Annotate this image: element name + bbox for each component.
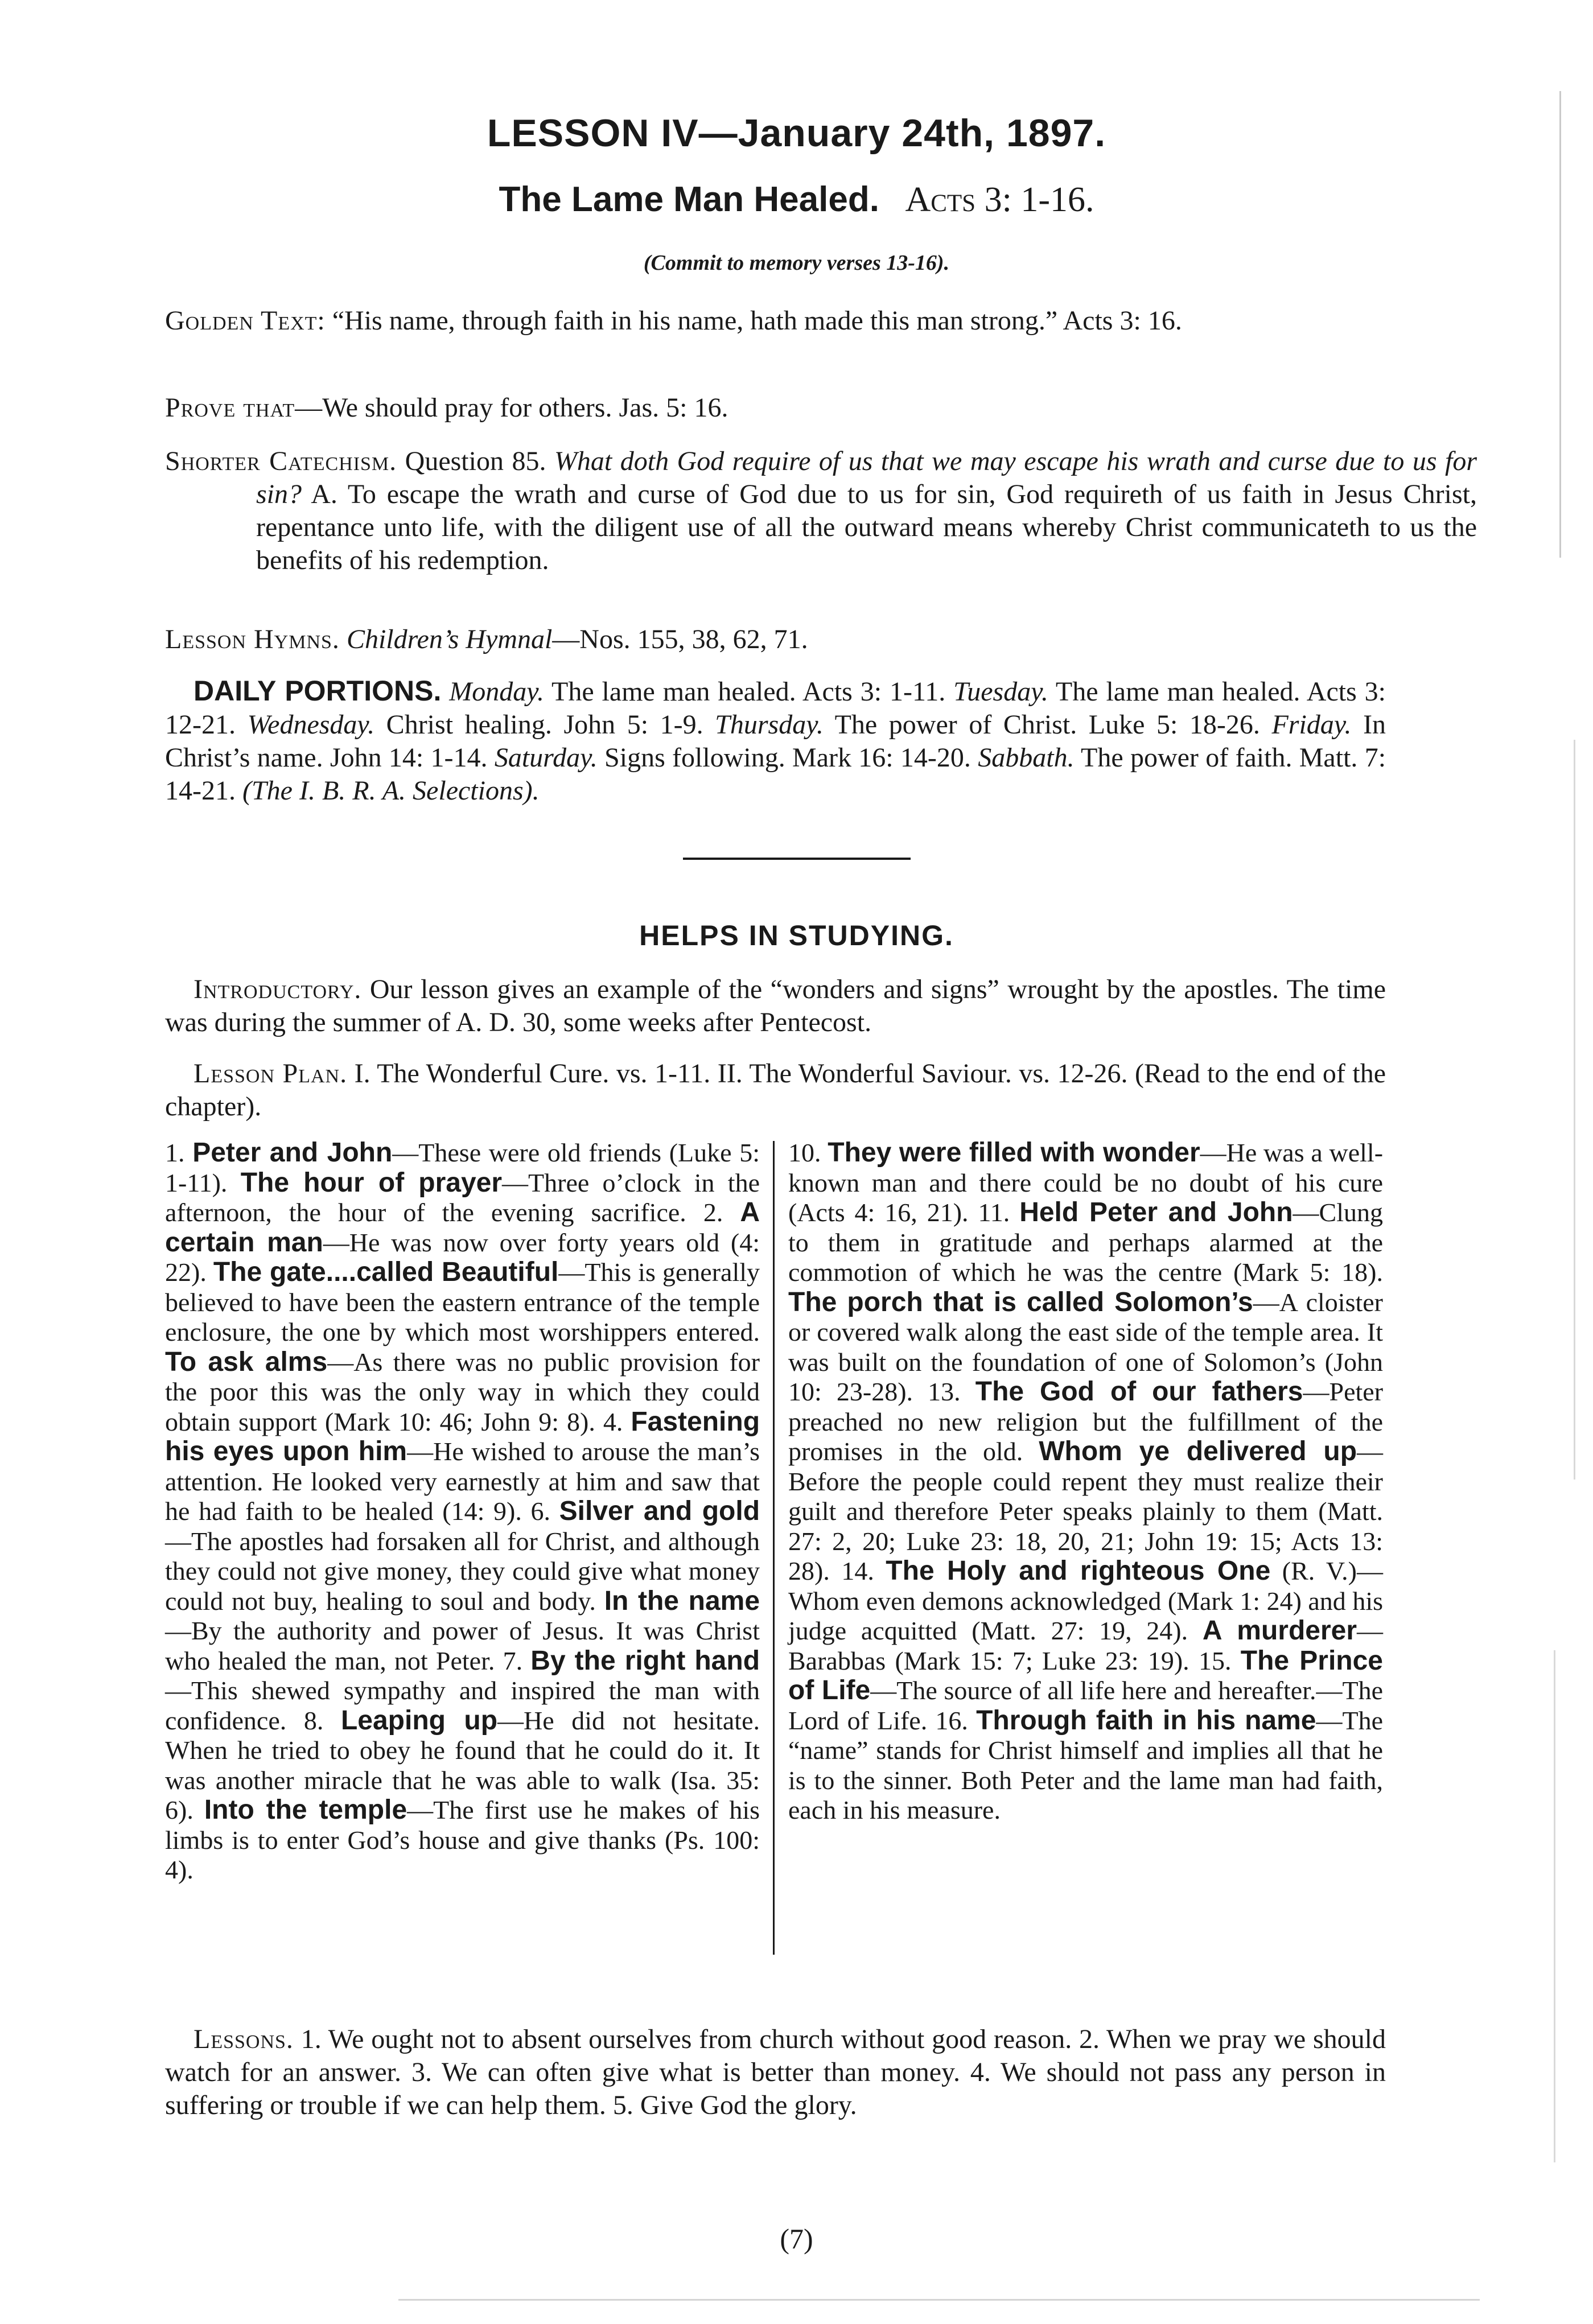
- catechism-answer-label: A.: [311, 479, 337, 509]
- note: 4. Fastening his eyes upon him—He wished to arouse the man’s attention. He looked very earnestly at him and saw that he had faith to be healed (14: 9).: [165, 1406, 760, 1526]
- prove-that-label: Prove that: [165, 393, 295, 423]
- catechism-question: What doth God require of us that we may escape his wrath and curse due to us for sin?: [256, 446, 1477, 509]
- daily-portions-note: (The I. B. R. A. Selections).: [242, 776, 540, 806]
- daily-portion-item: Saturday. Signs following. Mark 16: 14-20.: [494, 743, 971, 773]
- lesson-hymns: [165, 623, 1386, 656]
- page-number: (7): [780, 2223, 813, 2255]
- note: 15. The Prince of Life—The source of all life here and hereafter.—The Lord of Life.: [788, 1645, 1383, 1735]
- subtitle-reference: Acts 3: 1-16.: [905, 180, 1094, 219]
- note: The porch that is called Solomon’s—A cloister or covered walk along the east side of the temple area. It was built on the foundation of one of Solomon’s (John 10: 23-28).: [788, 1287, 1383, 1406]
- note-heading: Peter and John: [192, 1138, 393, 1168]
- lesson-subtitle: [0, 179, 1593, 220]
- note: In the name—By the authority and power of Jesus. It was Christ who healed the man, not Peter.: [165, 1585, 760, 1675]
- note: 16. Through faith in his name—The “name” stands for Christ himself and implies all that he is to the sinner. Both Peter and the lame man had faith, each in his measure.: [788, 1705, 1383, 1824]
- note: The hour of prayer—Three o’clock in the afternoon, the hour of the evening sacrifice.: [165, 1167, 760, 1227]
- note-heading: To ask alms: [165, 1346, 328, 1377]
- golden-text-body: “His name, through faith in his name, hath made this man strong.” Acts 3: 16.: [332, 306, 1182, 336]
- shorter-catechism: [165, 445, 1477, 577]
- note: 10. They were filled with wonder—He was a well-known man and there could be no doubt of his cure (Acts 4: 16, 21).: [788, 1138, 1384, 1227]
- introductory: [165, 973, 1386, 1039]
- notes-column-left: [165, 1138, 760, 1885]
- note-heading: The porch that is called Solomon’s: [788, 1287, 1253, 1317]
- lessons-body: 1. We ought not to absent ourselves from church without good reason. 2. When we pray we should watch for an answer. 3. We can often give what is better than money. 4. We should not pass any person in suffering or trouble if we can help them. 5. Give God the glory.: [165, 2024, 1386, 2120]
- note-heading: The gate....called Beautiful: [213, 1257, 559, 1287]
- daily-portion-item: Thursday. The power of Christ. Luke 5: 18-26.: [715, 710, 1260, 740]
- scan-edge-mark: [1559, 91, 1561, 558]
- column-divider: [773, 1141, 775, 1955]
- note-heading: Leaping up: [340, 1705, 498, 1736]
- daily-portions-label: DAILY PORTIONS.: [194, 675, 442, 707]
- note-heading: Into the temple: [204, 1795, 407, 1825]
- lesson-title: LESSON IV—January 24th, 1897.: [487, 112, 1106, 155]
- introductory-label: Introductory.: [194, 974, 362, 1004]
- note: Into the temple—The first use he makes of his limbs is to enter God’s house and give thanks (Ps. 100: 4).: [165, 1795, 760, 1884]
- prove-that-body: —We should pray for others. Jas. 5: 16.: [295, 393, 728, 423]
- helps-heading: HELPS IN STUDYING.: [639, 920, 954, 951]
- introductory-body: Our lesson gives an example of the “wonders and signs” wrought by the apostles. The time was during the summer of A. D. 30, some weeks after Pentecost.: [165, 974, 1386, 1037]
- note-heading: By the right hand: [530, 1645, 760, 1676]
- note-heading: Through faith in his name: [976, 1705, 1316, 1736]
- note-heading: A murderer: [1202, 1616, 1357, 1646]
- note: 2. A certain man—He was now over forty years old (4: 22).: [165, 1197, 760, 1287]
- lesson-hymns-label: Lesson Hymns.: [165, 624, 340, 654]
- note-heading: Silver and gold: [559, 1496, 760, 1526]
- note-heading: The Prince of Life: [788, 1645, 1383, 1705]
- golden-text-label: Golden Text:: [165, 306, 326, 336]
- lesson-plan-label: Lesson Plan.: [194, 1058, 348, 1089]
- lesson-plan: [165, 1057, 1386, 1123]
- note: 14. The Holy and righteous One (R. V.)—Whom even demons acknowledged (Mark 1: 24) and his judge acquitted (Matt. 27: 19, 24).: [788, 1556, 1383, 1645]
- prove-that: [165, 392, 1477, 425]
- note: 8. Leaping up—He did not hesitate. When he tried to obey he found that he could do it. It was another miracle that he was able to walk (Isa. 35: 6).: [165, 1705, 760, 1824]
- note: 13. The God of our fathers—Peter preached no new religion but the fulfillment of the promises in the old.: [788, 1377, 1384, 1466]
- daily-portion-item: Sabbath. The power of faith. Matt. 7: 14-21.: [165, 743, 1386, 806]
- lesson-hymns-source: Children’s Hymnal: [346, 624, 553, 654]
- lessons: [165, 2023, 1386, 2122]
- section-divider: [683, 858, 911, 860]
- note-heading: Whom ye delivered up: [1039, 1436, 1357, 1466]
- note-heading: A certain man: [165, 1197, 760, 1258]
- lesson-hymns-numbers: —Nos. 155, 38, 62, 71.: [552, 624, 808, 654]
- daily-portions: [165, 674, 1386, 807]
- note: 7. By the right hand—This shewed sympathy and inspired the man with confidence.: [165, 1645, 760, 1735]
- catechism-label: Shorter Catechism.: [165, 446, 397, 476]
- note-heading: In the name: [604, 1585, 760, 1616]
- daily-portion-item: Friday. In Christ’s name. John 14: 1-14.: [165, 710, 1386, 773]
- lessons-label: Lessons.: [194, 2024, 294, 2054]
- golden-text: [165, 304, 1477, 337]
- note-heading: They were filled with wonder: [828, 1138, 1200, 1168]
- scan-edge-mark: [1574, 740, 1575, 1480]
- commit-note: (Commit to memory verses 13-16).: [643, 251, 950, 275]
- lesson-plan-body: I. The Wonderful Cure. vs. 1-11. II. The Wonderful Saviour. vs. 12-26. (Read to the end of the chapter).: [165, 1058, 1386, 1122]
- catechism-question-number: Question 85.: [405, 446, 546, 476]
- subtitle-text: The Lame Man Healed.: [499, 180, 879, 219]
- notes-column-right: [788, 1138, 1383, 1826]
- note-heading: The Holy and righteous One: [886, 1556, 1271, 1586]
- note-heading: Held Peter and John: [1019, 1197, 1293, 1227]
- scan-edge-mark: [398, 2299, 1480, 2301]
- daily-portion-item: Tuesday. The lame man healed. Acts 3: 12-21.: [165, 677, 1386, 740]
- note: 11. Held Peter and John—Clung to them in gratitude and perhaps alarmed at the commotion of which he was the centre (Mark 5: 18).: [788, 1197, 1384, 1287]
- note-heading: The hour of prayer: [240, 1167, 503, 1198]
- note-heading: The God of our fathers: [975, 1377, 1303, 1407]
- daily-portion-item: Monday. The lame man healed. Acts 3: 1-11.: [449, 677, 946, 707]
- daily-portion-item: Wednesday. Christ healing. John 5: 1-9.: [247, 710, 703, 740]
- catechism-answer: To escape the wrath and curse of God due to us for sin, God requireth of us faith in Jesus Christ, repentance unto life, with the diligent use of all the outward means whereby Christ communicateth to us the benefits of his redemption.: [256, 479, 1477, 575]
- note: Whom ye delivered up—Before the people could repent they must realize their guilt and therefore Peter speaks plainly to them (Matt. 27: 2, 20; Luke 23: 18, 20, 21; John 19: 15; Acts 13: 28).: [788, 1436, 1384, 1585]
- scan-edge-mark: [1554, 1650, 1555, 2162]
- note: 6. Silver and gold—The apostles had forsaken all for Christ, and although they could not give money, they could give what money could not buy, healing to soul and body.: [165, 1496, 760, 1616]
- note: A murderer—Barabbas (Mark 15: 7; Luke 23: 19).: [788, 1616, 1384, 1675]
- note: To ask alms—As there was no public provision for the poor this was the only way in which they could obtain support (Mark 10: 46; John 9: 8).: [165, 1346, 760, 1436]
- note-heading: Fastening his eyes upon him: [165, 1406, 760, 1466]
- note: 1. Peter and John—These were old friends (Luke 5: 1-11).: [165, 1138, 760, 1197]
- note: The gate....called Beautiful—This is generally believed to have been the eastern entrance of the temple enclosure, the one by which most worshippers entered.: [165, 1257, 760, 1346]
